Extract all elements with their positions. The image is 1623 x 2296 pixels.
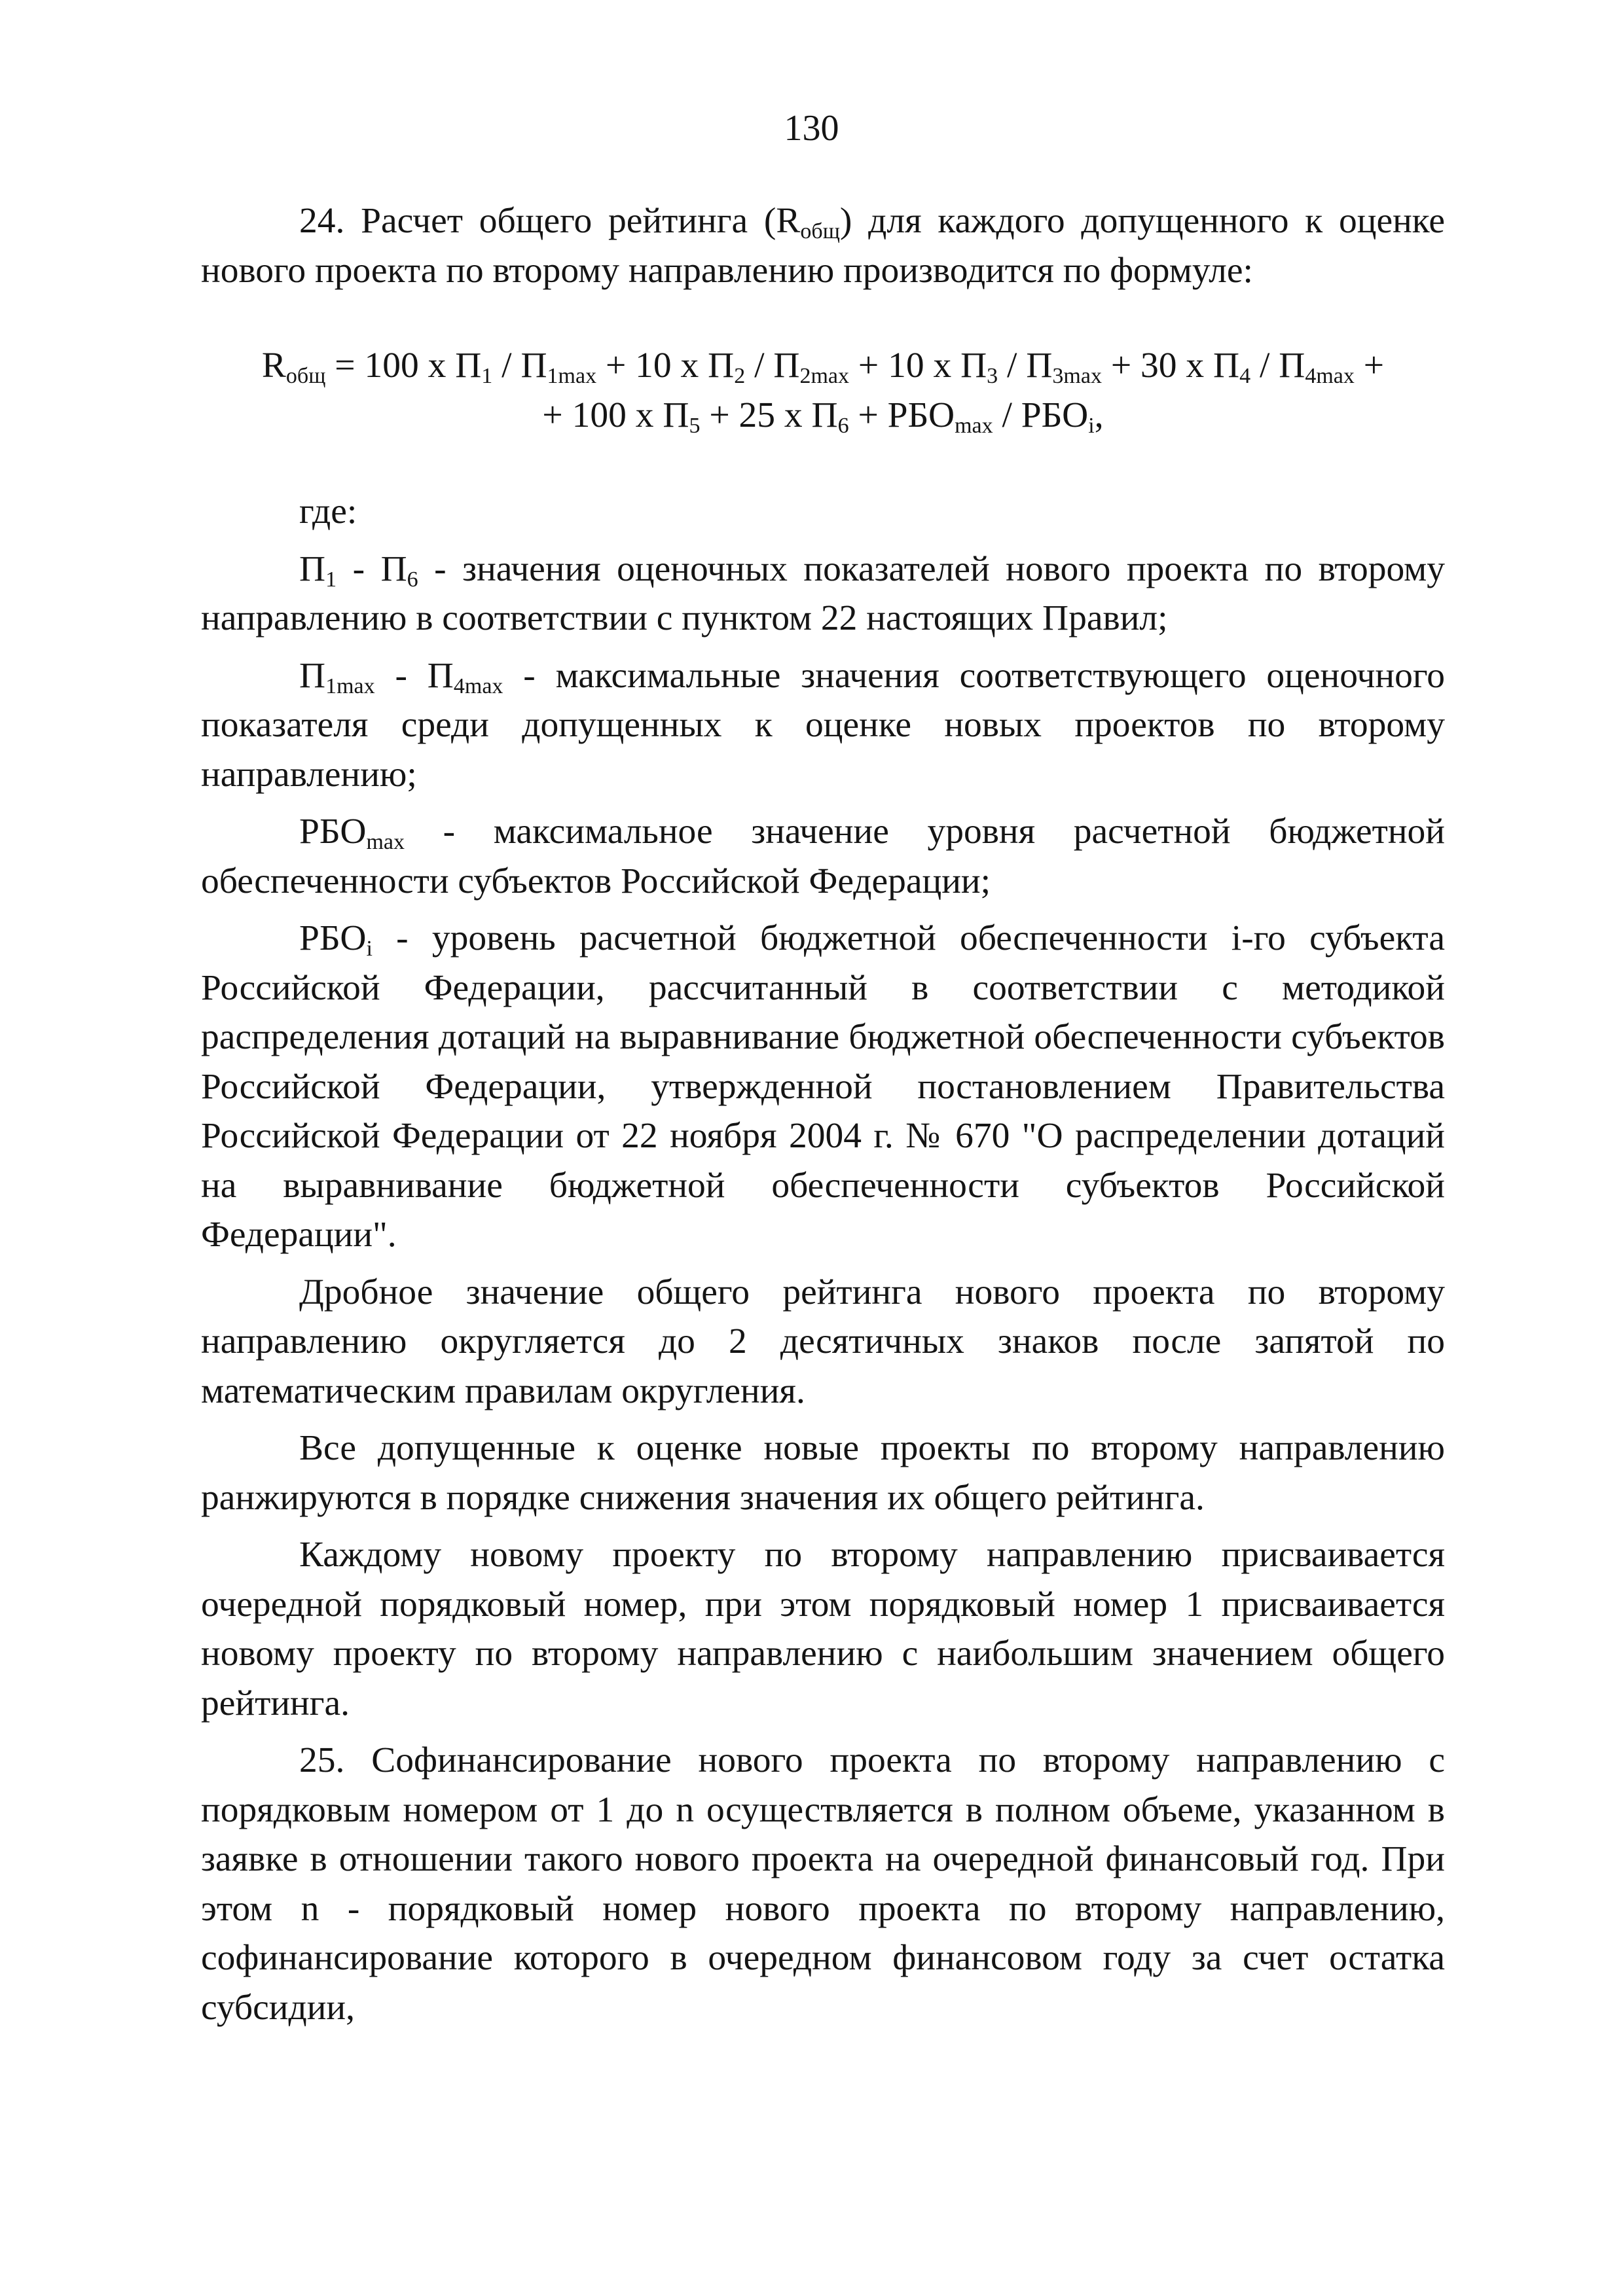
page-number: 130: [784, 108, 839, 149]
formula-line-2: + 100 x $П_5 + 25$ x $П_6 + РБО_{max} / РБО_i$,: [542, 395, 1104, 438]
formula-line-1: $R_{общ} = 100$ x $П_1 / П_{1max} + 10$ x $П_2 / П_{2max} + 10$ x $П_3 / П_{3max} + 30$ x $П_4 / П_{4max}$ +: [261, 346, 1385, 388]
rating-formula: [201, 341, 1445, 440]
paragraph-numbering: Каждому новому проекту по второму направлению присваивается очередной порядковый номер, при этом порядковый номер 1 присваивается новому проекту по второму направлению с наибольшим значением общего рейтинга.: [201, 1535, 1445, 1723]
paragraph-25: 25. Софинансирование нового проекта по второму направлению с порядковым номером от 1 до n осуществляется в полном объеме, указанном в заявке в отношении такого нового проекта на очередной финансовый год. При этом n - порядковый номер нового проекта по второму направлению, софинансирование которого в очередном финансовом году за счет остатка субсидии,: [201, 1740, 1445, 2028]
definition-pmax: $П_{1max} - П_{4max}$ - максимальные значения соответствующего оценочного показателя среди допущенных к оценке новых проектов по второму направлению;: [201, 655, 1446, 795]
where-label: где:: [299, 492, 357, 531]
definition-rbo-max: $РБО_{max}$ - максимальное значение уровня расчетной бюджетной обеспеченности субъектов Российской Федерации;: [201, 812, 1445, 901]
definition-p1-p6: $П_1 - П_6$ - значения оценочных показателей нового проекта по второму направлению в соответствии с пунктом 22 настоящих Правил;: [201, 548, 1446, 638]
paragraph-ranking: Все допущенные к оценке новые проекты по второму направлению ранжируются в порядке снижения значения их общего рейтинга.: [201, 1428, 1445, 1518]
document-body: [201, 196, 1445, 2032]
paragraph-24: 24. Расчет общего рейтинга $(R_{общ})$ для каждого допущенного к оценке нового проекта по второму направлению производится по формуле:: [201, 201, 1445, 291]
paragraph-rounding: Дробное значение общего рейтинга нового проекта по второму направлению округляется до 2 десятичных знаков после запятой по математическим правилам округления.: [201, 1272, 1445, 1411]
definition-rbo-i: $РБО_i$ - уровень расчетной бюджетной обеспеченности i-го субъекта Российской Федерации, рассчитанный в соответствии с методикой распределения дотаций на выравнивание бюджетной обеспеченности субъектов Российской Федерации, утвержденной постановлением Правительства Российской Федерации от 22 ноября 2004 г. № 670 "О распределении дотаций на выравнивание бюджетной обеспеченности субъектов Российской Федерации".: [201, 918, 1445, 1255]
